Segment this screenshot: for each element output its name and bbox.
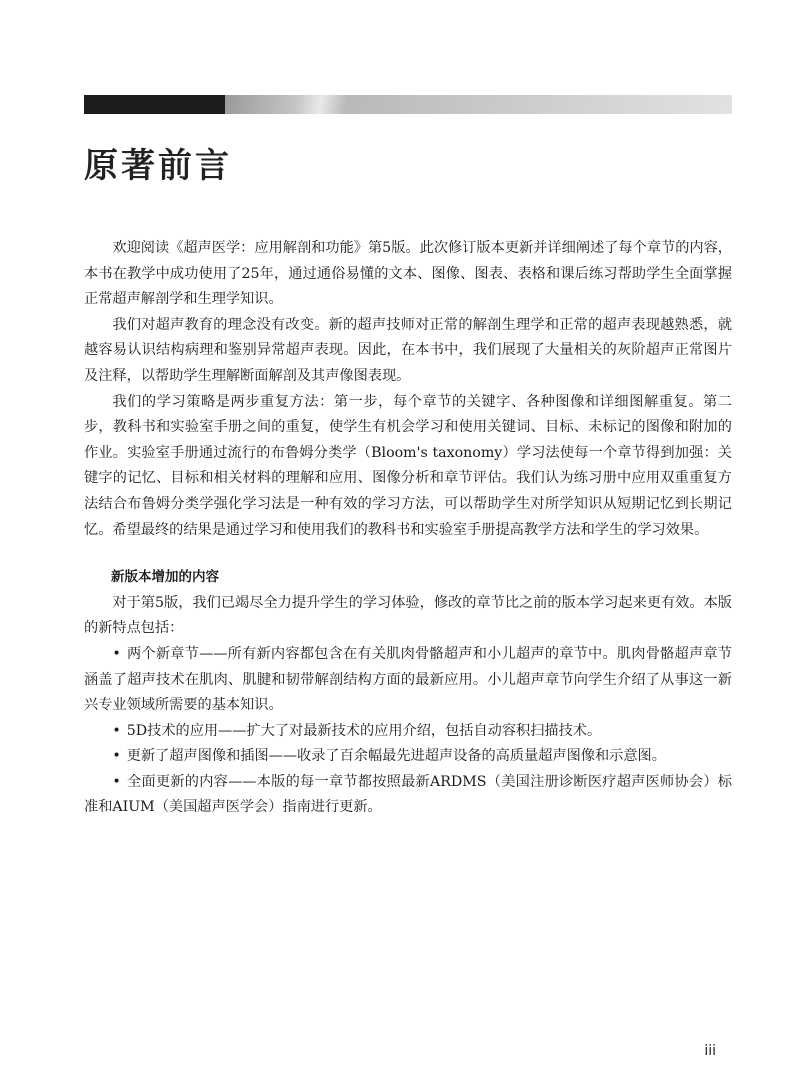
list-item [84,770,732,821]
list-item-text: 两个新章节——所有新内容都包含在有关肌肉骨骼超声和小儿超声的章节中。肌肉骨骼超声章节涵盖了超声技术在肌肉、肌腱和韧带解剖结构方面的最新应用。小儿超声章节向学生介绍了从事这一新兴专业领域所需要的基本知识。 [84,645,732,714]
page-title: 原著前言 [84,146,232,186]
new-features-list [84,642,732,821]
bullet-marker: • [112,748,121,765]
bullet-marker: • [112,773,121,790]
list-item-text: 5D技术的应用——扩大了对最新技术的应用介绍，包括自动容积扫描技术。 [126,722,602,739]
list-item-text: 更新了超声图像和插图——收录了百余幅最先进超声设备的高质量超声图像和示意图。 [126,748,666,765]
list-item [84,744,732,770]
intro-paragraph-1: 欢迎阅读《超声医学：应用解剖和功能》第5版。此次修订版本更新并详细阐述了每个章节的内容，本书在教学中成功使用了25年，通过通俗易懂的文本、图像、图表、表格和课后练习帮助学生全面掌握正常超声解剖学和生理学知识。 [84,240,732,308]
preface-content [84,236,732,821]
list-item-text: 全面更新的内容——本版的每一章节都按照最新ARDMS（美国注册诊断医疗超声医师协会）标准和AIUM（美国超声医学会）指南进行更新。 [84,773,732,816]
list-item [84,642,732,719]
section-intro: 对于第5版，我们已竭尽全力提升学生的学习体验，修改的章节比之前的版本学习起来更有效。本版的新特点包括： [84,594,732,637]
page-number: iii [704,1043,716,1059]
list-item [84,719,732,745]
bullet-marker: • [112,645,121,662]
header-bar-gradient-segment [225,95,732,114]
intro-paragraph-2: 我们对超声教育的理念没有改变。新的超声技师对正常的解剖生理学和正常的超声表现越熟悉，就越容易认识结构病理和鉴别异常超声表现。因此，在本书中，我们展现了大量相关的灰阶超声正常图片及注释，以帮助学生理解断面解剖及其声像图表现。 [84,316,732,384]
intro-paragraph-3: 我们的学习策略是两步重复方法：第一步，每个章节的关键字、各种图像和详细图解重复。第二步，教科书和实验室手册之间的重复，使学生有机会学习和使用关键词、目标、未标记的图像和附加的作业。实验室手册通过流行的布鲁姆分类学（Bloom's taxonomy）学习法使每一个章节得到加强：关键字的记忆、目标和相关材料的理解和应用、图像分析和章节评估。我们认为练习册中应用双重重复方法结合布鲁姆分类学强化学习法是一种有效的学习方法，可以帮助学生对所学知识从短期记忆到长期记忆。希望最终的结果是通过学习和使用我们的教科书和实验室手册提高教学方法和学生的学习效果。 [84,393,732,538]
header-decorative-bar [84,95,732,114]
section-heading: 新版本增加的内容 [111,569,219,586]
bullet-marker: • [112,722,121,739]
header-bar-dark-segment [84,95,225,114]
